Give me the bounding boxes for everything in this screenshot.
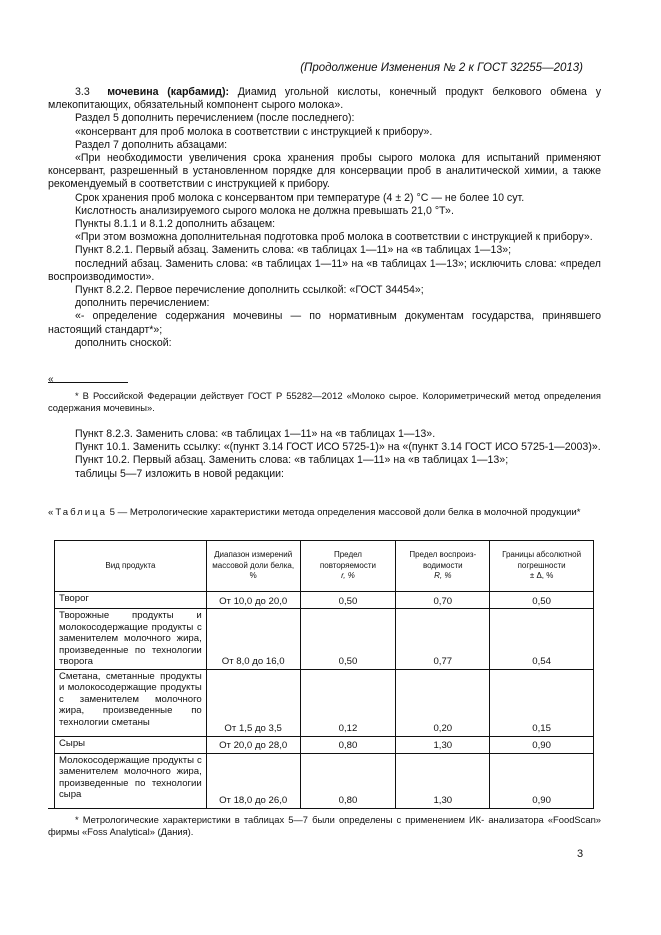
paragraph: «При необходимости увеличения срока хранения пробы сырого молока для испытаний применяют консервант, разрешенный в установленном порядке для консервации проб в аналитической химии, а также рекомендуемый в соответствии с инструкцией к прибору. [48, 152, 601, 191]
clause-number: 3.3 [75, 86, 90, 98]
footnote-rule [48, 382, 128, 383]
page-number: 3 [577, 848, 584, 860]
paragraph: таблицы 5—7 изложить в новой редакции: [75, 467, 284, 480]
reproducibility-cell: 1,30 [396, 753, 490, 808]
column-header: Вид продукта [55, 541, 207, 592]
paragraph: Пункт 8.2.2. Первое перечисление дополнить ссылкой: «ГОСТ 34454»; [75, 284, 424, 297]
error-bounds-cell: 0,90 [490, 736, 594, 753]
paragraph-definition [48, 86, 601, 112]
column-header: Предел воспроиз- водимости R, % [396, 541, 490, 592]
repeatability-cell: 0,12 [300, 669, 396, 736]
product-cell: Творожные продукты и молокосодержащие продукты с заменителем молочного жира, произведенные по технологии творога [55, 609, 207, 670]
repeatability-cell: 0,50 [300, 609, 396, 670]
reproducibility-cell: 0,77 [396, 609, 490, 670]
paragraph: Пункты 8.1.1 и 8.1.2 дополнить абзацем: [75, 218, 276, 231]
table-caption-label: «Таблица [48, 507, 107, 518]
paragraph: дополнить перечислением: [75, 297, 210, 310]
footnote-open-quote: « [48, 374, 54, 385]
error-bounds-cell: 0,50 [490, 592, 594, 609]
reproducibility-cell: 0,20 [396, 669, 490, 736]
table-row [55, 592, 594, 609]
product-cell: Сыры [55, 736, 207, 753]
column-header: Границы абсолютной погрешности ± Δ, % [490, 541, 594, 592]
table-header-row [55, 541, 594, 592]
paragraph: «- определение содержания мочевины — по нормативным документам государства, принявшего настоящий стандарт*»; [48, 310, 601, 336]
paragraph: Пункт 10.1. Заменить ссылку: «(пункт 3.14 ГОСТ ИСО 5725-1)» на «(пункт 3.14 ГОСТ ИСО 5725-1—2003)». [75, 441, 601, 454]
column-header: Диапазон измерений массовой доли белка, % [206, 541, 300, 592]
error-bounds-cell: 0,54 [490, 609, 594, 670]
table-caption-title: 5 — Метрологические характеристики метода определения массовой доли белка в молочной продукции* [106, 507, 581, 518]
paragraph: дополнить сноской: [75, 336, 172, 349]
range-cell: От 8,0 до 16,0 [206, 609, 300, 670]
table-caption [48, 507, 601, 520]
paragraph: Срок хранения проб молока с консервантом при температуре (4 ± 2) °С — не более 10 сут. [75, 191, 525, 204]
footnote-rule [48, 808, 128, 809]
paragraph: Пункт 10.2. Первый абзац. Заменить слова: «в таблицах 1—11» на «в таблицах 1—13»; [75, 454, 509, 467]
paragraph: Раздел 7 дополнить абзацами: [75, 138, 228, 151]
table-row [55, 669, 594, 736]
paragraph: Раздел 5 дополнить перечислением (после последнего): [75, 112, 355, 125]
column-header: Предел повторяемости r, % [300, 541, 396, 592]
metrology-table [54, 540, 594, 809]
table-row [55, 609, 594, 670]
error-bounds-cell: 0,15 [490, 669, 594, 736]
range-cell: От 1,5 до 3,5 [206, 669, 300, 736]
range-cell: От 18,0 до 26,0 [206, 753, 300, 808]
table-footnote-text: * Метрологические характеристики в таблицах 5—7 были определены с применением ИК- анализатора «FoodScan» фирмы «Foss Analytical» (Дания). [48, 814, 601, 838]
reproducibility-cell: 0,70 [396, 592, 490, 609]
repeatability-cell: 0,80 [300, 753, 396, 808]
range-cell: От 10,0 до 20,0 [206, 592, 300, 609]
table-row [55, 736, 594, 753]
paragraph: Кислотность анализируемого сырого молока не должна превышать 21,0 °Т». [75, 204, 454, 217]
product-cell: Сметана, сметанные продукты и молокосодержащие продукты с заменителем молочного жира, произведенные по технологии сметаны [55, 669, 207, 736]
repeatability-cell: 0,80 [300, 736, 396, 753]
range-cell: От 20,0 до 28,0 [206, 736, 300, 753]
definition-text: Диамид угольной кислоты, конечный продукт белкового обмена у млекопитающих, обязательный компонент сырого молока». [48, 86, 601, 112]
table-row [55, 753, 594, 808]
paragraph: Пункт 8.2.1. Первый абзац. Заменить слова: «в таблицах 1—11» на «в таблицах 1—13»; [75, 244, 512, 257]
product-cell: Творог [55, 592, 207, 609]
footnote-text: * В Российской Федерации действует ГОСТ Р 55282—2012 «Молоко сырое. Колориметрический метод определения содержания мочевины». [48, 390, 601, 414]
paragraph: «консервант для проб молока в соответствии с инструкцией к прибору». [75, 125, 433, 138]
footnote-block [48, 390, 601, 414]
reproducibility-cell: 1,30 [396, 736, 490, 753]
paragraph: «При этом возможна дополнительная подготовка проб молока в соответствии с инструкцией к прибору». [75, 231, 593, 244]
table-footnote-block [48, 814, 601, 838]
product-cell: Молокосодержащие продукты с заменителем молочного жира, произведенные по технологии сыра [55, 753, 207, 808]
defined-term: мочевина (карбамид): [107, 86, 229, 98]
paragraph: Пункт 8.2.3. Заменить слова: «в таблицах 1—11» на «в таблицах 1—13». [75, 428, 436, 440]
repeatability-cell: 0,50 [300, 592, 396, 609]
running-header: (Продолжение Изменения № 2 к ГОСТ 32255—2013) [300, 62, 583, 74]
paragraph: последний абзац. Заменить слова: «в таблицах 1—11» на «в таблицах 1—13»; исключить слова: «предел воспроизводимости». [48, 257, 601, 283]
amendment-text-block-2 [48, 428, 601, 481]
error-bounds-cell: 0,90 [490, 753, 594, 808]
amendment-text-block [48, 86, 601, 350]
